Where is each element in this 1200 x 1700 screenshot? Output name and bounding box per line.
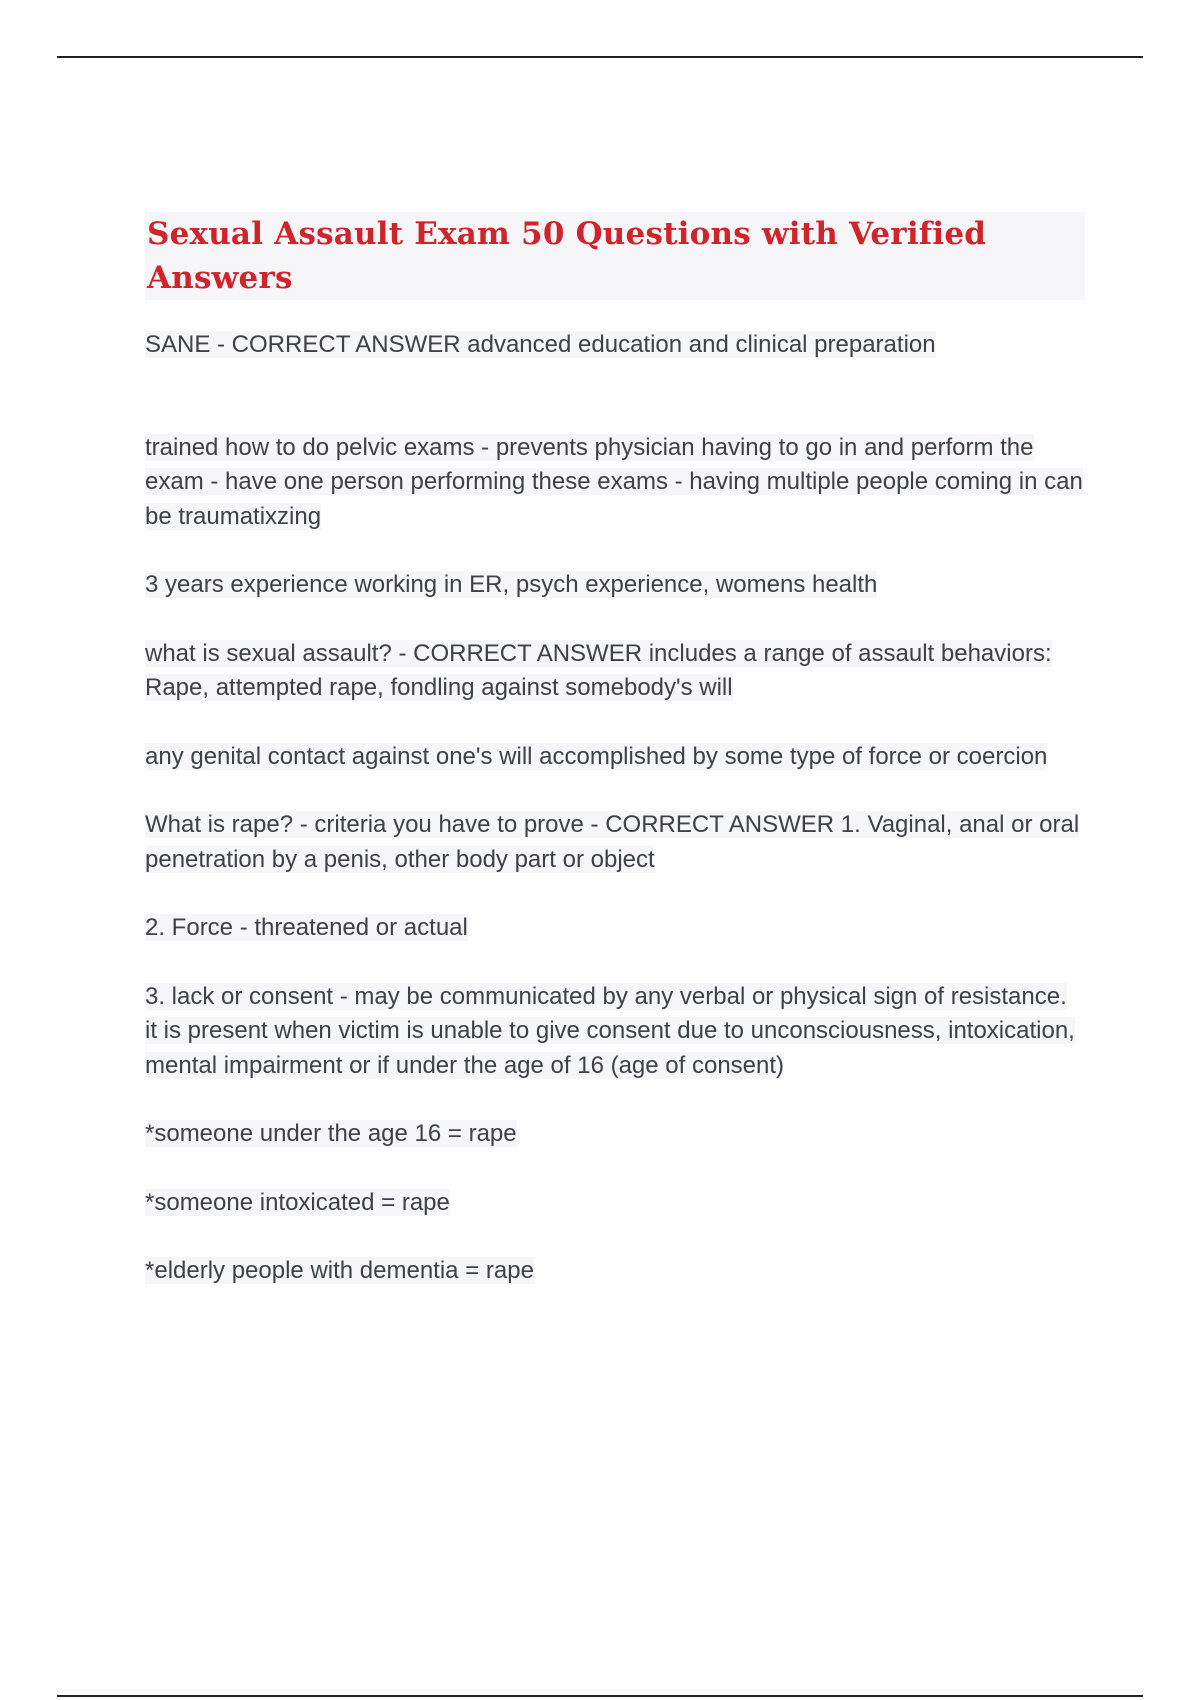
paragraph-text: *someone under the age 16 = rape	[145, 1120, 517, 1147]
paragraph-text: 3. lack or consent - may be communicated by any verbal or physical sign of resistance. it is present when victim is unable to give consent due to unconsciousness, intoxication, mental impairment or if under the age of 16 (age of consent)	[145, 982, 1075, 1079]
paragraph-force	[145, 911, 1085, 946]
paragraph-text: trained how to do pelvic exams - prevents physician having to go in and perform the exam - have one person performing these exams - having multiple people coming in can be traumatixzing	[145, 433, 1083, 530]
paragraph-text: What is rape? - criteria you have to prove - CORRECT ANSWER 1. Vaginal, anal or oral penetration by a penis, other body part or object	[145, 811, 1080, 873]
paragraph-rape-criteria	[145, 808, 1085, 877]
paragraph-under-16	[145, 1117, 1085, 1152]
paragraph-experience	[145, 568, 1085, 603]
paragraph-genital-contact	[145, 740, 1085, 775]
paragraph-sane	[145, 328, 1085, 363]
document-content	[145, 212, 1085, 1289]
footer-rule	[57, 1695, 1143, 1697]
paragraph-sexual-assault	[145, 637, 1085, 706]
paragraph-intoxicated	[145, 1186, 1085, 1221]
paragraph-text: *elderly people with dementia = rape	[145, 1257, 534, 1284]
document-title: Sexual Assault Exam 50 Questions with Verified Answers	[145, 212, 1085, 300]
paragraph-text: 2. Force - threatened or actual	[145, 914, 468, 941]
paragraph-text: SANE - CORRECT ANSWER advanced education and clinical preparation	[145, 331, 936, 358]
paragraph-consent	[145, 980, 1085, 1084]
paragraph-dementia	[145, 1254, 1085, 1289]
paragraph-text: what is sexual assault? - CORRECT ANSWER includes a range of assault behaviors: Rape, attempted rape, fondling against somebody's will	[145, 639, 1052, 701]
paragraph-text: any genital contact against one's will accomplished by some type of force or coercion	[145, 742, 1048, 770]
header-rule	[57, 56, 1143, 58]
paragraph-text: 3 years experience working in ER, psych experience, womens health	[145, 571, 878, 598]
paragraph-text: *someone intoxicated = rape	[145, 1188, 450, 1216]
paragraph-pelvic-exams	[145, 431, 1085, 535]
